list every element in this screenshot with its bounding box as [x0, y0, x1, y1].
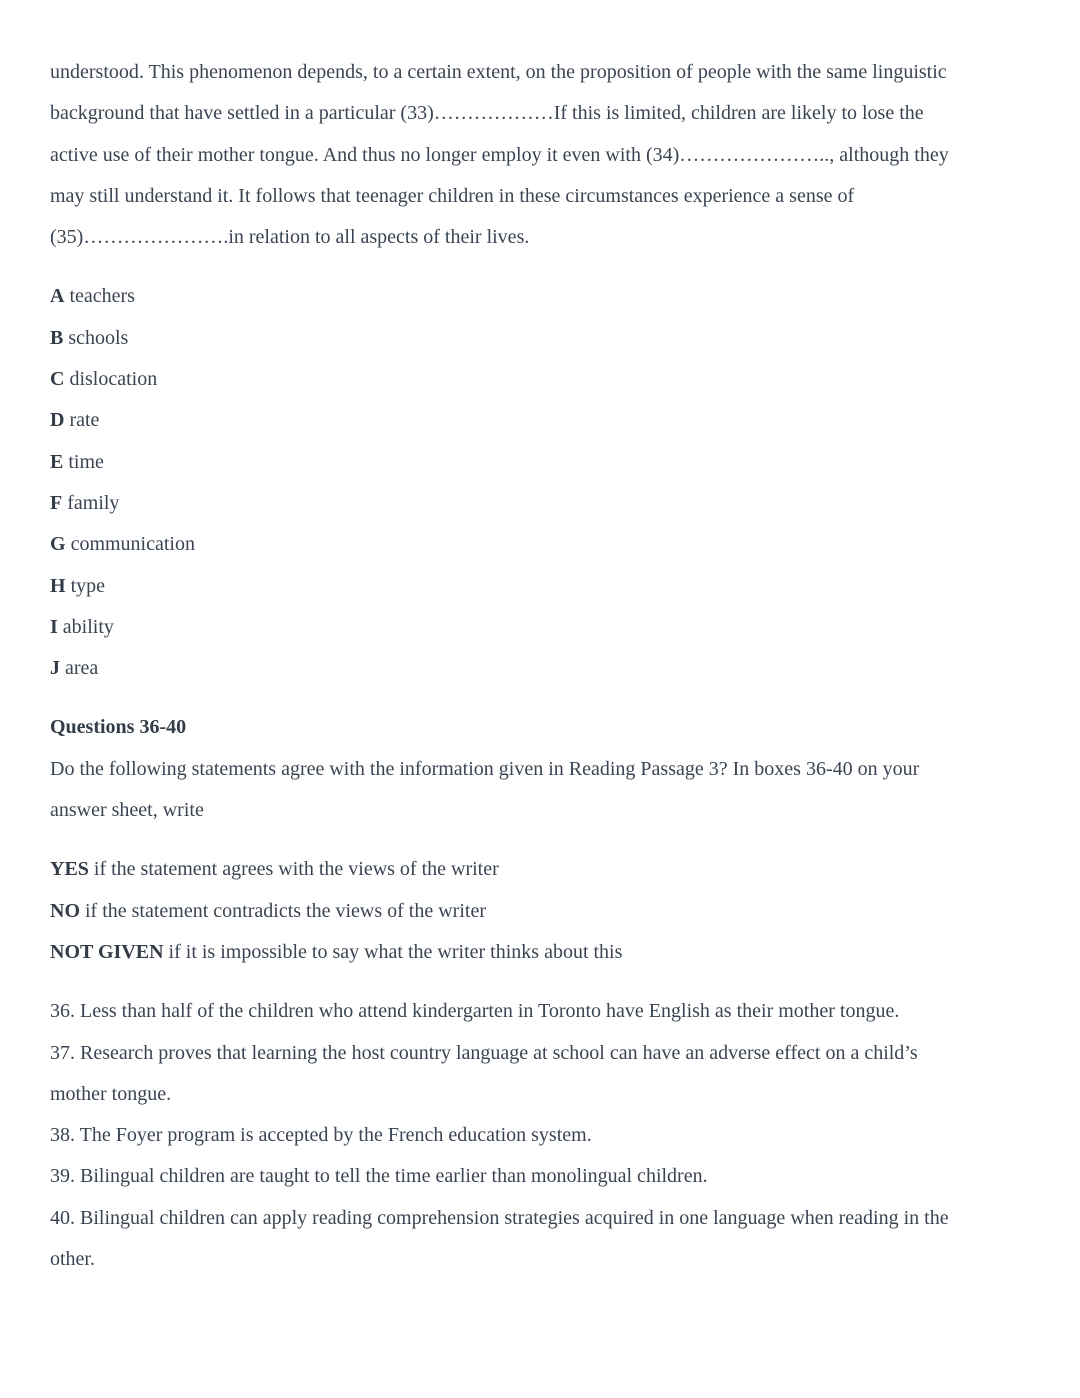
answer-key-text: if the statement agrees with the views of the writer: [93, 858, 499, 881]
section-heading: Questions 36-40: [50, 716, 187, 739]
option-letter: C: [50, 368, 65, 391]
option-letter: I: [50, 615, 58, 638]
question-item: 37. Research proves that learning the host country language at school can have an adverse effect on a child’s: [50, 1041, 918, 1064]
option-item: [50, 648, 1040, 689]
answer-key-label: YES: [50, 858, 89, 881]
option-word: ability: [62, 615, 114, 638]
passage-line: (35)………………….in relation to all aspects of their lives.: [50, 226, 530, 249]
question-item-continuation: other.: [50, 1248, 95, 1271]
passage-line: active use of their mother tongue. And thus no longer employ it even with (34)………………….., although they: [50, 143, 949, 166]
answer-key-item: [50, 891, 1040, 932]
instruction-line: answer sheet, write: [50, 799, 204, 822]
question-item: 36. Less than half of the children who attend kindergarten in Toronto have English as their mother tongue.: [50, 1000, 900, 1023]
option-word: rate: [69, 409, 100, 432]
option-letter: G: [50, 533, 66, 556]
option-item: [50, 276, 1040, 317]
instruction-line: Do the following statements agree with the information given in Reading Passage 3? In boxes 36-40 on your: [50, 757, 920, 780]
option-letter: J: [50, 657, 60, 680]
option-word: family: [67, 491, 120, 514]
passage-line: understood. This phenomenon depends, to a certain extent, on the proposition of people with the same linguistic: [50, 61, 947, 83]
question-list: [50, 991, 1040, 1280]
option-word: type: [70, 574, 105, 597]
option-letter: H: [50, 574, 66, 597]
answer-key-text: if the statement contradicts the views of the writer: [85, 899, 486, 922]
passage-paragraph: [50, 52, 1040, 258]
question-item: 40. Bilingual children can apply reading comprehension strategies acquired in one language when reading in the: [50, 1206, 949, 1229]
option-letter: B: [50, 326, 64, 349]
answer-key-label: NOT GIVEN: [50, 940, 164, 963]
option-item: [50, 400, 1040, 441]
answer-key-text: if it is impossible to say what the writer thinks about this: [168, 940, 623, 963]
passage-line: may still understand it. It follows that teenager children in these circumstances experience a sense of: [50, 184, 855, 207]
word-options-list: [50, 276, 1040, 689]
question-item: 38. The Foyer program is accepted by the French education system.: [50, 1124, 592, 1147]
passage-line: background that have settled in a particular (33)………………If this is limited, children are likely to lose the: [50, 102, 924, 125]
option-word: time: [68, 450, 104, 473]
question-item-continuation: mother tongue.: [50, 1082, 172, 1105]
option-item: [50, 607, 1040, 648]
answer-key-legend: [50, 849, 1040, 973]
answer-key-label: NO: [50, 899, 80, 922]
option-word: schools: [68, 326, 129, 349]
answer-key-item: [50, 932, 1040, 973]
option-word: dislocation: [69, 368, 158, 391]
document-page: [50, 52, 1040, 1280]
option-letter: F: [50, 491, 63, 514]
answer-key-item: [50, 849, 1040, 890]
option-item: [50, 483, 1040, 524]
option-item: [50, 524, 1040, 565]
question-item: 39. Bilingual children are taught to tell the time earlier than monolingual children.: [50, 1165, 708, 1188]
option-word: teachers: [69, 285, 135, 308]
option-item: [50, 359, 1040, 400]
option-item: [50, 318, 1040, 359]
option-word: communication: [70, 533, 195, 556]
option-word: area: [65, 657, 99, 680]
option-letter: A: [50, 285, 65, 308]
option-item: [50, 566, 1040, 607]
option-letter: D: [50, 409, 65, 432]
option-letter: E: [50, 450, 64, 473]
option-item: [50, 442, 1040, 483]
